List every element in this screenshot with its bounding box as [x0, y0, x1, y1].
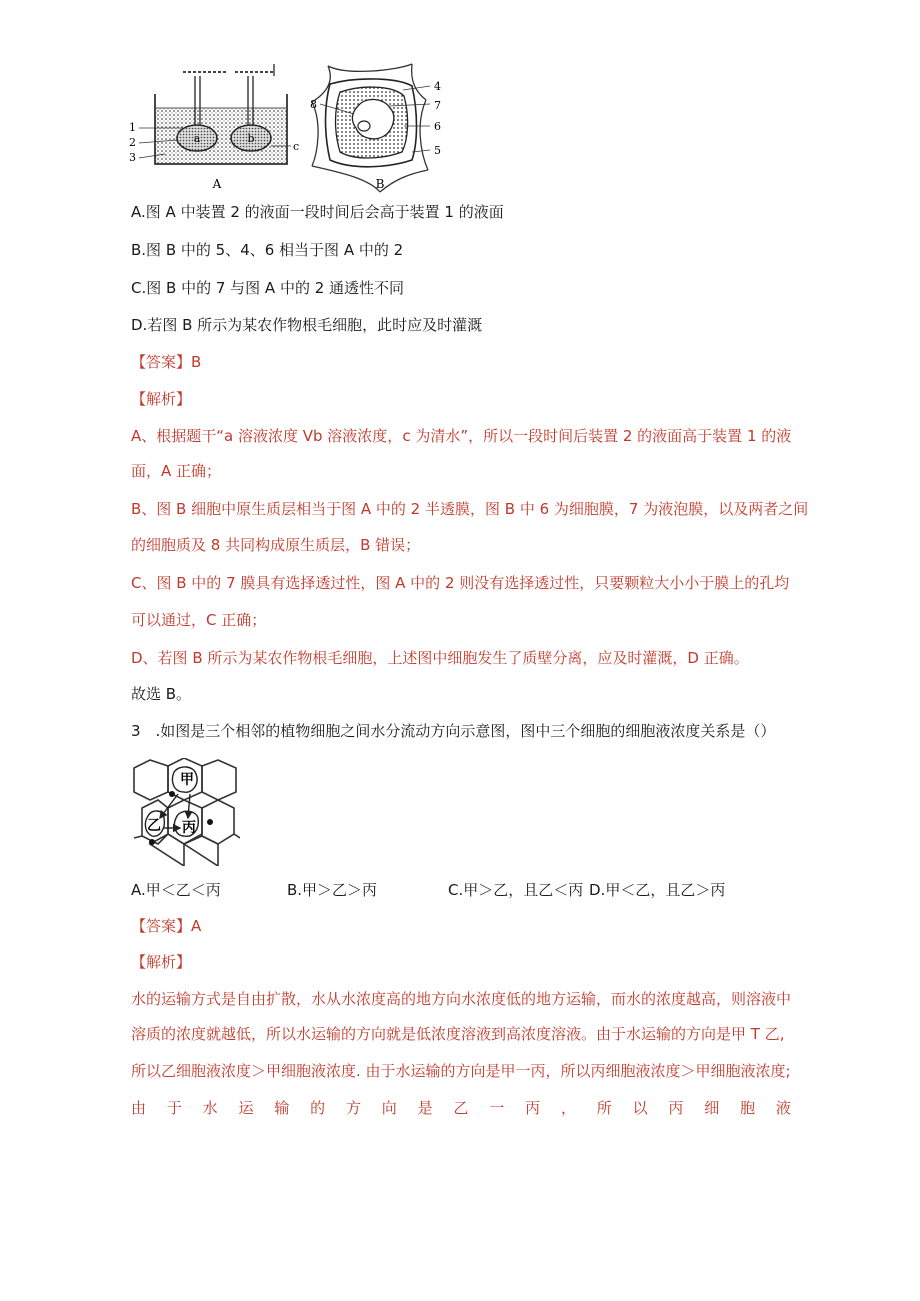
figure-three-cells — [130, 758, 240, 866]
label-5: 5 — [434, 144, 441, 157]
q3-stem: 3 .如图是三个相邻的植物细胞之间水分流动方向示意图，图中三个细胞的细胞液浓度关系是（） — [131, 722, 776, 740]
q2-analysis-line: C、图 B 中的 7 膜具有选择透过性，图 A 中的 2 则没有选择透过性，只要颗粒大小小于膜上的孔均 — [131, 574, 790, 592]
caption-b: B — [375, 177, 385, 191]
q2-analysis-line: B、图 B 细胞中原生质层相当于图 A 中的 2 半透膜，图 B 中 6 为细胞膜，7 为液泡膜，以及两者之间 — [131, 500, 809, 518]
q3-answer: 【答案】A — [131, 917, 202, 935]
cell-label-bing: 丙 — [182, 820, 196, 836]
q3-option-b: B.甲＞乙＞丙 — [287, 881, 378, 899]
label-6: 6 — [434, 120, 441, 133]
q3-option-a: A.甲＜乙＜丙 — [131, 881, 221, 899]
bulb-b-label: b — [247, 132, 255, 145]
q2-analysis-line: 的细胞质及 8 共同构成原生质层，B 错误； — [131, 536, 421, 554]
q2-analysis-title: 【解析】 — [131, 390, 192, 408]
cell-label-jia: 甲 — [180, 772, 194, 788]
caption-a: A — [212, 177, 222, 191]
q3-option-c: C.甲＞乙，且乙＜丙 — [448, 881, 584, 899]
q2-option-c: C.图 B 中的 7 与图 A 中的 2 通透性不同 — [131, 279, 405, 297]
q2-analysis-line: 面，A 正确； — [131, 462, 222, 480]
q2-option-d: D.若图 B 所示为某农作物根毛细胞，此时应及时灌溉 — [131, 316, 483, 334]
q3-analysis-line: 溶质的浓度就越低，所以水运输的方向就是低浓度溶液到高浓度溶液。由于水运输的方向是甲 T 乙, — [131, 1025, 785, 1043]
q2-answer: 【答案】B — [131, 353, 202, 371]
q3-analysis-title: 【解析】 — [131, 953, 192, 971]
label-c: c — [293, 140, 300, 153]
bulb-a-label: a — [193, 132, 201, 145]
label-7: 7 — [434, 99, 441, 112]
q3-analysis-line: 水的运输方式是自由扩散，水从水浓度高的地方向水浓度低的地方运输，而水的浓度越高，则溶液中 — [131, 990, 792, 1008]
q3-analysis-line: 所以乙细胞液浓度＞甲细胞液浓度. 由于水运输的方向是甲一丙，所以丙细胞液浓度＞甲细胞液浓度; — [131, 1062, 791, 1080]
cell-label-yi: 乙 — [147, 818, 161, 834]
q2-option-a: A.图 A 中装置 2 的液面一段时间后会高于装置 1 的液面 — [131, 203, 504, 221]
q2-analysis-line: A、根据题干“a 溶液浓度 Vb 溶液浓度，c 为清水”，所以一段时间后装置 2 的液面高于装置 1 的液 — [131, 427, 792, 445]
q3-option-d: D.甲＜乙，且乙＞丙 — [589, 881, 726, 899]
figure-a-apparatus — [125, 58, 305, 196]
q2-conclusion: 故选 B。 — [131, 685, 192, 703]
figure-b-cell — [308, 62, 458, 196]
q2-analysis-line: 可以通过，C 正确； — [131, 611, 267, 629]
label-3: 3 — [129, 151, 136, 164]
label-1: 1 — [129, 121, 136, 134]
q3-analysis-last-line: 由 于 水 运 输 的 方 向 是 乙 一 丙 ， 所 以 丙 细 胞 液 — [131, 1099, 791, 1117]
q2-option-b: B.图 B 中的 5、4、6 相当于图 A 中的 2 — [131, 241, 404, 259]
q2-analysis-line: D、若图 B 所示为某农作物根毛细胞，上述图中细胞发生了质壁分离，应及时灌溉，D 正确。 — [131, 649, 749, 667]
label-2: 2 — [129, 136, 136, 149]
label-8: 8 — [310, 98, 317, 111]
label-4: 4 — [434, 80, 441, 93]
